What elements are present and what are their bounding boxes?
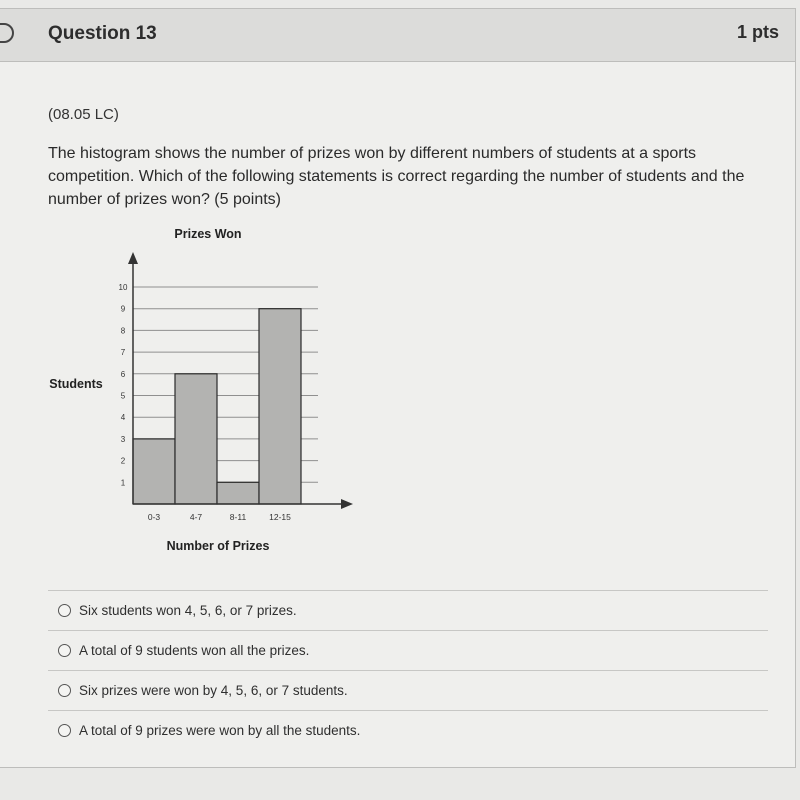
y-tick-label: 2	[120, 456, 126, 466]
x-tick-label: 8-11	[229, 512, 247, 522]
x-axis-arrow-icon	[341, 499, 353, 509]
chart-title: Prizes Won	[174, 227, 242, 241]
answer-option-4[interactable]	[48, 710, 768, 750]
y-tick-label: 10	[118, 283, 128, 292]
flag-tab-icon[interactable]	[0, 23, 14, 43]
y-axis-arrow-icon	[128, 252, 138, 264]
radio-button-icon[interactable]	[58, 724, 71, 737]
y-tick-label: 1	[120, 478, 126, 488]
y-tick-label: 4	[120, 413, 126, 423]
question-points: 1 pts	[736, 22, 779, 42]
radio-button-icon[interactable]	[58, 604, 71, 617]
answer-label: Six prizes were won by 4, 5, 6, or 7 students.	[79, 683, 348, 698]
y-tick-label: 6	[120, 369, 126, 379]
histogram-bar	[133, 439, 175, 504]
y-axis-label: Students	[49, 377, 103, 391]
histogram-bar	[217, 482, 259, 504]
x-axis-label: Number of Prizes	[166, 539, 270, 553]
answer-label: Six students won 4, 5, 6, or 7 prizes.	[79, 603, 297, 618]
answer-label: A total of 9 students won all the prizes.	[79, 643, 310, 658]
histogram-bar	[175, 374, 217, 504]
y-tick-label: 5	[120, 391, 126, 401]
answer-list	[48, 590, 768, 750]
answer-option-1[interactable]	[48, 590, 768, 630]
question-header	[0, 9, 795, 62]
x-tick-label: 4-7	[189, 512, 203, 522]
question-title: Question 13	[48, 23, 157, 44]
radio-button-icon[interactable]	[58, 684, 71, 697]
answer-option-3[interactable]	[48, 670, 768, 710]
x-tick-label: 0-3	[147, 512, 161, 522]
histogram-bar	[259, 309, 301, 504]
radio-button-icon[interactable]	[58, 644, 71, 657]
answer-label: A total of 9 prizes were won by all the students.	[79, 723, 361, 738]
histogram-chart	[40, 220, 370, 560]
y-tick-label: 9	[120, 304, 126, 314]
x-tick-label: 12-15	[269, 512, 291, 522]
y-tick-label: 8	[120, 326, 126, 336]
y-tick-label: 3	[120, 434, 126, 444]
y-tick-label: 7	[120, 348, 126, 358]
answer-option-2[interactable]	[48, 630, 768, 670]
question-text: The histogram shows the number of prizes won by different numbers of students at a sports competition. Which of the following statements is correct regarding the number of students and the number of prizes won? (5 points)	[48, 145, 745, 208]
question-code: (08.05 LC)	[48, 106, 119, 123]
